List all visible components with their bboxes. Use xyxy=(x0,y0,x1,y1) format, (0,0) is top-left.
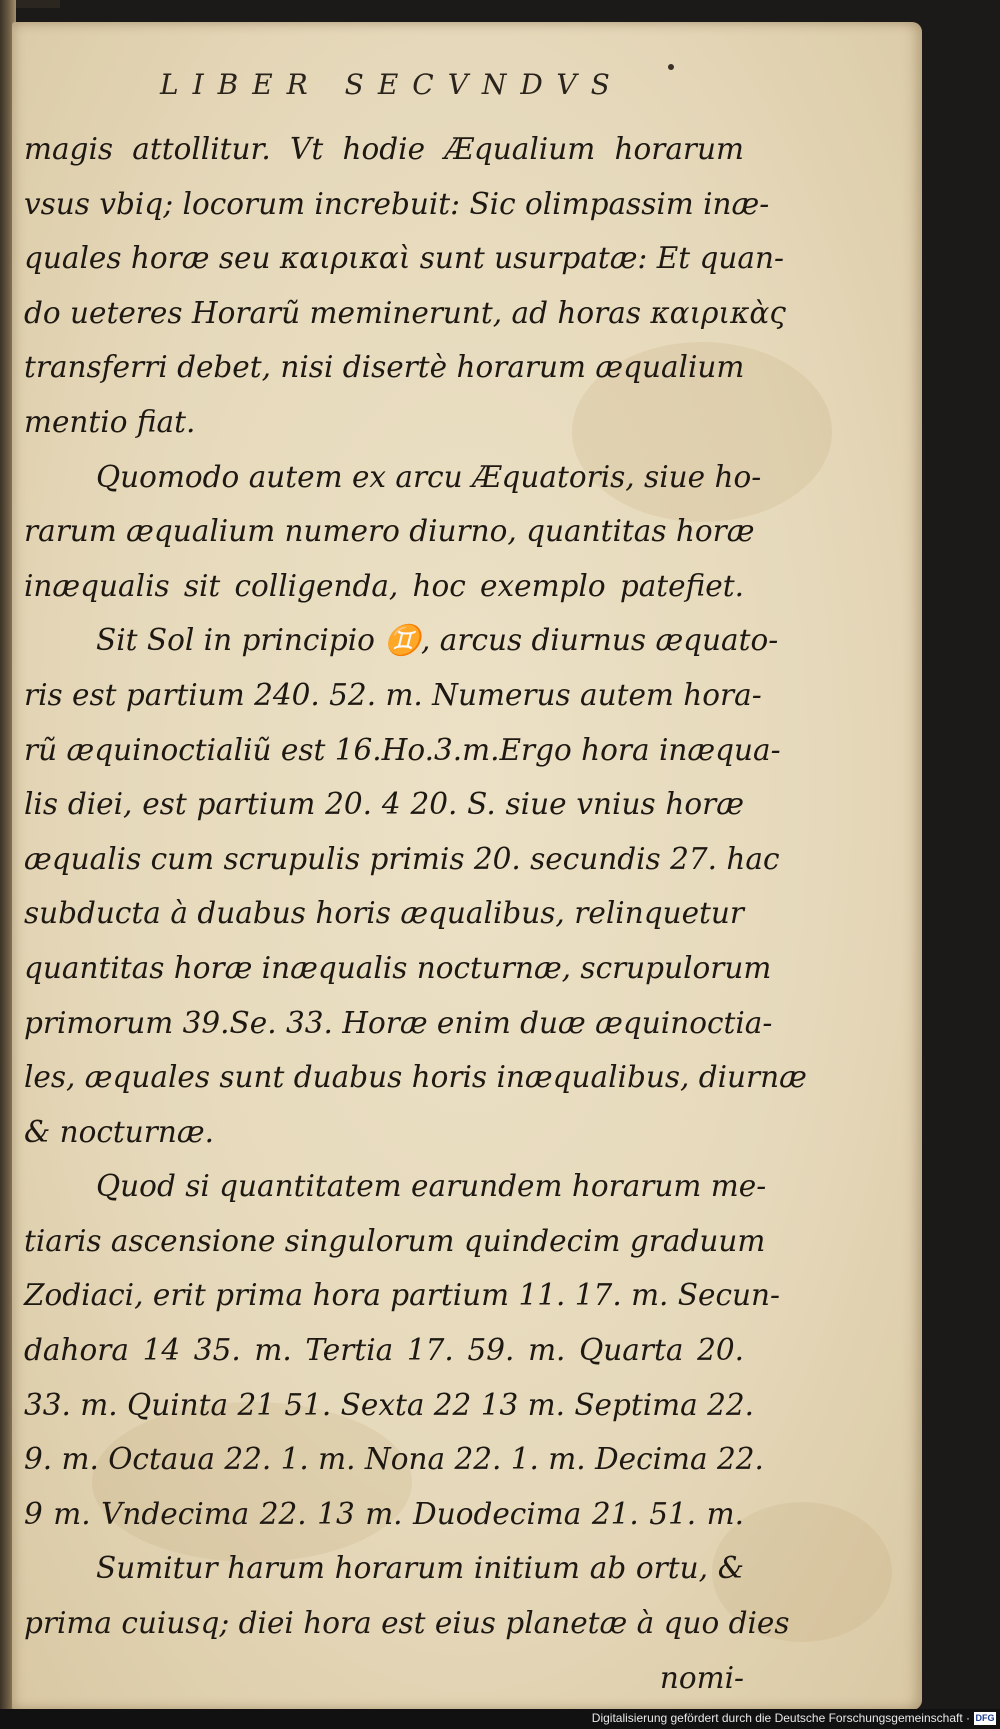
page-text xyxy=(24,122,807,1705)
text-line: Quomodo autem ex arcu Æquatoris, siue ho- xyxy=(96,459,762,494)
text-line: prima cuiusq; diei hora est eius planetæ à quo dies xyxy=(24,1606,790,1641)
text-line: Sumitur harum horarum initium ab ortu, & xyxy=(96,1551,744,1586)
text-line: mentio fiat. xyxy=(24,404,196,439)
text-line: Zodiaci, erit prima hora partium 11. 17. m. Secun- xyxy=(24,1278,780,1313)
footer-bar xyxy=(0,1709,1000,1729)
text-line: transferri debet, nisi disertè horarum æqualium xyxy=(24,350,745,385)
text-line: quantitas horæ inæqualis nocturnæ, scrupulorum xyxy=(24,950,772,985)
text-line: rũ æquinoctialiũ est 16.Ho.3.m.Ergo hora inæqua- xyxy=(24,732,781,767)
text-line: tiaris ascensione singulorum quindecim graduum xyxy=(24,1223,766,1258)
text-line: æqualis cum scrupulis primis 20. secundis 27. hac xyxy=(24,841,780,876)
text-line: magis attollitur. Vt hodie Æqualium horarum xyxy=(24,132,744,166)
text-line: les, æquales sunt duabus horis inæqualibus, diurnæ xyxy=(24,1060,807,1095)
text-line: 9 m. Vndecima 22. 13 m. Duodecima 21. 51. m. xyxy=(24,1496,744,1531)
text-line: quales horæ seu καιρικαὶ sunt usurpatæ: Et quan- xyxy=(24,241,784,276)
text-line: ris est partium 240. 52. m. Numerus autem hora- xyxy=(24,677,762,712)
text-line: Sit Sol in principio ♊, arcus diurnus æquato- xyxy=(96,623,779,658)
ink-dot xyxy=(668,64,674,70)
catchword: nomi- xyxy=(659,1660,744,1695)
text-line: primorum 39.Se. 33. Horæ enim duæ æquinoctia- xyxy=(24,1005,773,1040)
running-title: LIBER SECVNDVS xyxy=(160,68,624,101)
text-line: rarum æqualium numero diurno, quantitas horæ xyxy=(24,514,755,549)
text-line: Quod si quantitatem earundem horarum me- xyxy=(96,1169,767,1204)
funding-credit: Digitalisierung gefördert durch die Deutsche Forschungsgemeinschaft · xyxy=(591,1711,970,1725)
text-line: vsus vbiq; locorum increbuit: Sic olimpassim inæ- xyxy=(24,186,770,221)
text-line: & nocturnæ. xyxy=(24,1114,214,1149)
text-line: 9. m. Octaua 22. 1. m. Nona 22. 1. m. Decima 22. xyxy=(24,1442,764,1477)
text-line: 33. m. Quinta 21 51. Sexta 22 13 m. Septima 22. xyxy=(24,1387,755,1422)
text-line: lis diei, est partium 20. 4 20. S. siue vnius horæ xyxy=(24,787,744,822)
text-line: inæqualis sit colligenda, hoc exemplo patefiet. xyxy=(24,568,744,603)
text-line: dahora 14 35. m. Tertia 17. 59. m. Quarta 20. xyxy=(24,1333,744,1368)
text-line: do ueteres Horarũ meminerunt, ad horas καιρικὰς xyxy=(24,295,786,330)
dfg-logo: DFG xyxy=(975,1713,995,1723)
text-line: subducta à duabus horis æqualibus, relinquetur xyxy=(24,896,744,931)
